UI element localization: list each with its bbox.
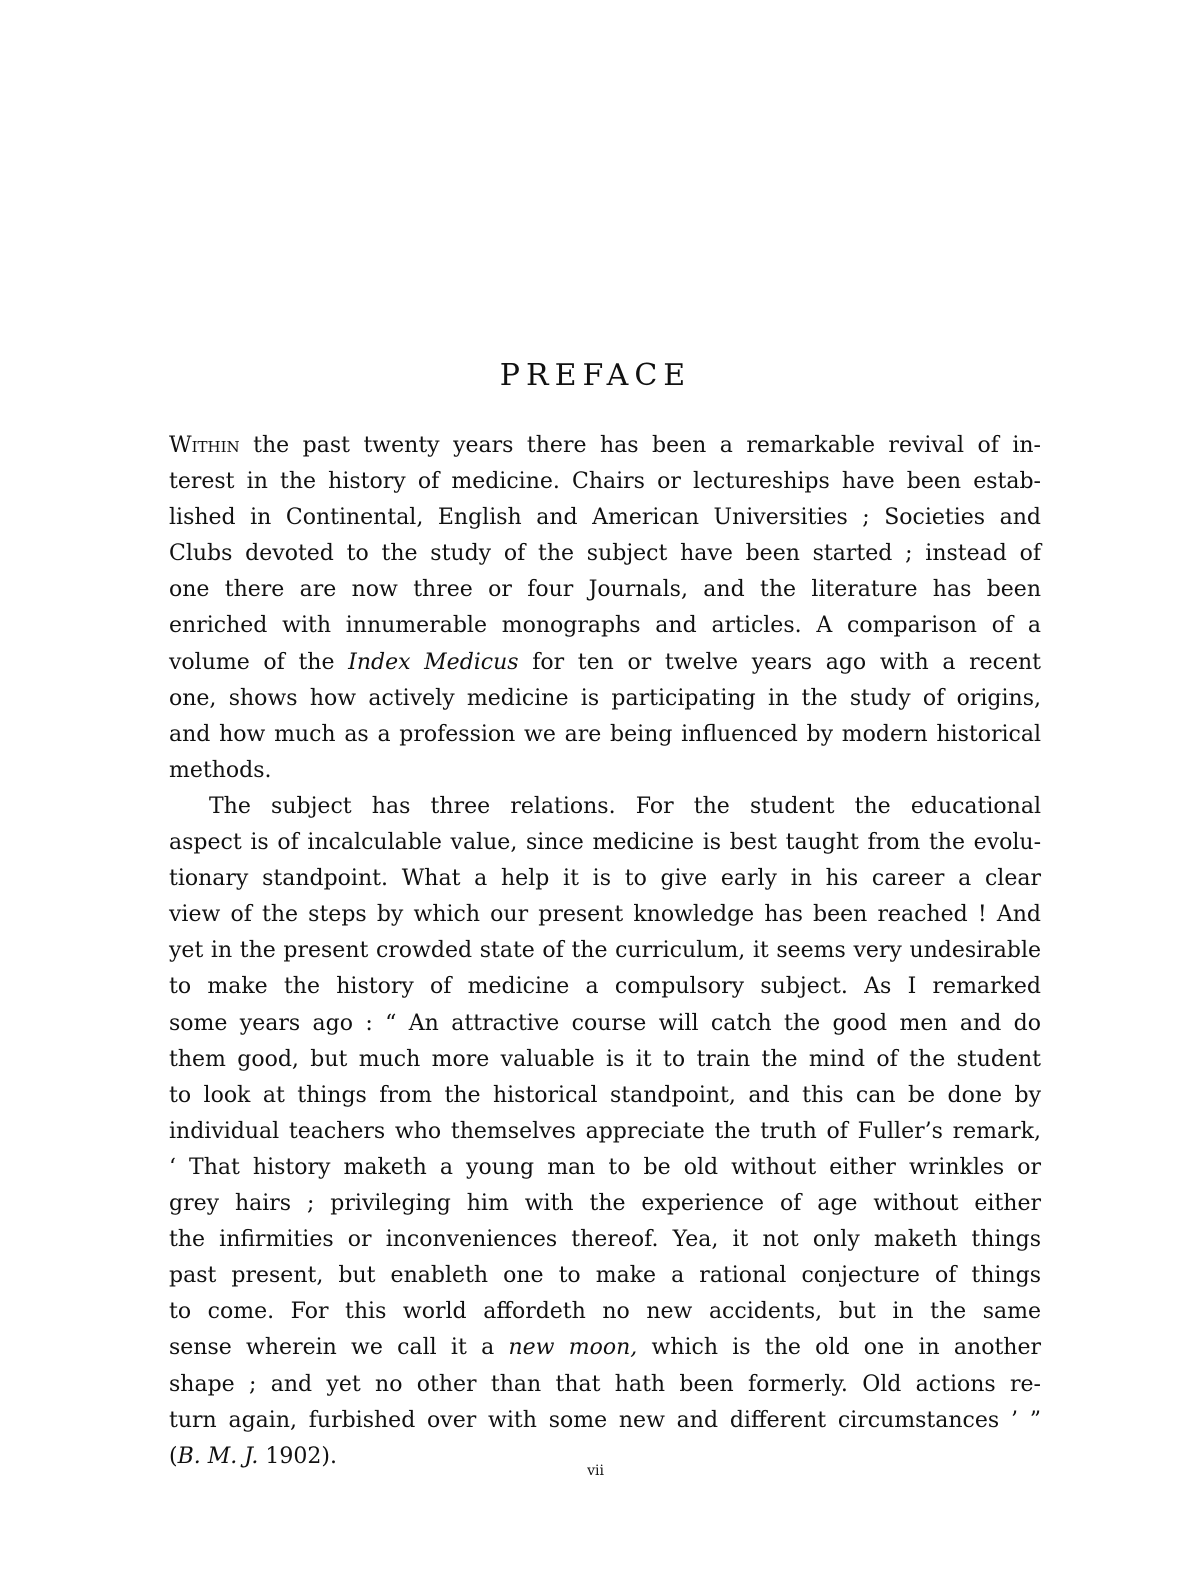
text-line: tionary standpoint. What a help it is to give early in his career a clear bbox=[169, 866, 1041, 892]
preface-paragraph-2 bbox=[169, 789, 1041, 1475]
text-line: one there are now three or four Journals, and the literature has been bbox=[169, 577, 1041, 603]
journal-abbreviation: B. M. J. bbox=[177, 1443, 259, 1469]
text-line: to come. For this world affordeth no new accidents, but in the same bbox=[169, 1299, 1041, 1325]
text-line: lished in Continental, English and American Universities ; Societies and bbox=[169, 505, 1041, 531]
line-text: sense wherein we call it a bbox=[169, 1335, 509, 1361]
text-line: individual teachers who themselves appreciate the truth of Fuller’s remark, bbox=[169, 1118, 1041, 1144]
text-line: view of the steps by which our present knowledge has been reached ! And bbox=[169, 902, 1041, 928]
text-line: yet in the present crowded state of the curriculum, it seems very undesirable bbox=[169, 938, 1041, 964]
line-text: 1902). bbox=[258, 1443, 337, 1469]
text-line: The subject has three relations. For the student the educational bbox=[209, 794, 1041, 819]
text-line: one, shows how actively medicine is participating in the study of origins, bbox=[169, 685, 1041, 711]
text-line: to look at things from the historical standpoint, and this can be done by bbox=[169, 1082, 1041, 1108]
line-text: the past twenty years there has been a remarkable revival of in- bbox=[239, 433, 1041, 458]
text-line bbox=[169, 428, 1041, 464]
text-line: past present, but enableth one to make a rational conjecture of things bbox=[169, 1263, 1041, 1289]
text-line: Clubs devoted to the study of the subject have been started ; instead of bbox=[169, 541, 1041, 567]
text-line bbox=[169, 1330, 1041, 1366]
text-line: grey hairs ; privileging him with the experience of age without either bbox=[169, 1191, 1041, 1217]
text-line bbox=[169, 645, 1041, 681]
italic-phrase: new moon, bbox=[508, 1335, 638, 1361]
text-line: ‘ That history maketh a young man to be old without either wrinkles or bbox=[169, 1154, 1041, 1180]
text-line: methods. bbox=[169, 757, 272, 783]
text-line: aspect is of incalculable value, since medicine is best taught from the evolu- bbox=[169, 830, 1041, 856]
text-line: terest in the history of medicine. Chairs or lectureships have been estab- bbox=[169, 469, 1041, 495]
text-line: turn again, furbished over with some new and different circumstances ’ ” bbox=[169, 1407, 1041, 1433]
text-line: to make the history of medicine a compulsory subject. As I remarked bbox=[169, 974, 1041, 1000]
page-title: PREFACE bbox=[499, 358, 692, 393]
line-text: which is the old one in another bbox=[637, 1335, 1041, 1361]
preface-paragraph-1 bbox=[169, 428, 1041, 789]
text-line: and how much as a profession we are being influenced by modern historical bbox=[169, 721, 1041, 747]
line-text: ( bbox=[169, 1443, 178, 1469]
text-line: some years ago : “ An attractive course will catch the good men and do bbox=[169, 1010, 1041, 1036]
line-text: volume of the bbox=[169, 649, 349, 675]
line-text: for ten or twelve years ago with a recent bbox=[518, 649, 1041, 675]
text-line: them good, but much more valuable is it to train the mind of the student bbox=[169, 1046, 1041, 1072]
italic-title: Index Medicus bbox=[348, 649, 519, 675]
drop-word: Within bbox=[169, 433, 240, 458]
text-line: enriched with innumerable monographs and articles. A comparison of a bbox=[169, 613, 1041, 639]
text-line: the infirmities or inconveniences thereof. Yea, it not only maketh things bbox=[169, 1227, 1041, 1253]
text-line: shape ; and yet no other than that hath been formerly. Old actions re- bbox=[169, 1371, 1041, 1397]
page-number: vii bbox=[587, 1463, 604, 1479]
